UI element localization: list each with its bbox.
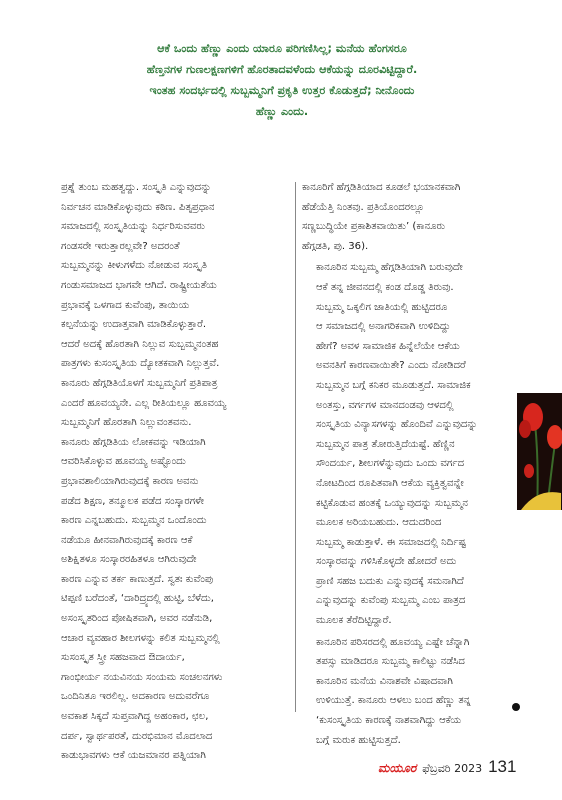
text-line: ಗಂಡುಸಮಾಜದ ಭಾಗವೇ ಆಗಿದೆ. ರಾಷ್ಟ್ರೀಯತೆಯ	[61, 279, 217, 291]
pull-quote	[62, 38, 502, 122]
text-line: ಒಂದಿನಿತೂ ಇರಲಿಲ್ಲ. ಅದಕಾರಣ ಅದುವರೆಗೂ	[61, 691, 210, 703]
text-line: ನೋಟದಿಂದ ರೂಪಿತವಾಗಿ ಆಕೆಯ ವ್ಯಕ್ತಿತ್ವವನ್ನೇ	[316, 477, 464, 489]
text-line: ದರ್ಪ, ಸ್ವಾರ್ಥಪರತೆ, ದುರಭಿಮಾನ ಮೊದಲಾದ	[61, 730, 213, 742]
page-number: 131	[488, 757, 517, 776]
text-line: ಸುಬ್ಬಮ್ಮನನ್ನು ಕೀಳುಗಳೆದು ನೋಡುವ ಸಂಸ್ಕೃತಿ	[61, 260, 208, 272]
text-line: ಸುಬ್ಬಮ್ಮನ ಪಾತ್ರ ತೋರುತ್ತಿದೆಯಷ್ಟೆ. ಹೆಣ್ಣಿನ	[316, 438, 455, 450]
text-line: ತಪಸ್ಸು ಮಾಡಿದರೂ ಸುಬ್ಬಮ್ಮ ಕಾಲಿಟ್ಟು ನಡೆಸಿದ	[316, 656, 465, 668]
text-line: ಕಾನೂರಿನ ಮನೆಯ ವಿನಾಶವೇ ವಿಷಾದವಾಗಿ	[316, 675, 453, 687]
paragraph	[302, 258, 530, 630]
text-line: ಅಶಿಕ್ಷಿತಳೂ ಸಂಸ್ಕಾರರಹಿತಳೂ ಆಗಿರುವುದೇ	[61, 554, 197, 566]
text-line: ಸುಸಂಸ್ಕೃತ ಸ್ತ್ರೀ ಸಹಜವಾದ ಔದಾರ್ಯ,	[61, 652, 185, 664]
magazine-name: ಮಯೂರ	[378, 761, 417, 775]
text-line: ಎನ್ನುವುದನ್ನು ಕುವೆಂಪು ಸುಬ್ಬಮ್ಮ ಎಂಬ ಪಾತ್ರದ	[316, 595, 466, 607]
article-column-right	[302, 178, 530, 750]
text-line: ಸುಬ್ಬಮ್ಮ ಕಾಡುತ್ತಾಳೆ. ಈ ಸಮಾಜದಲ್ಲಿ ನಿರ್ದಿಷ್ಟ	[316, 536, 467, 548]
text-line: ಗಾಂಭೀರ್ಯ ನಯವಿನಯ ಸಂಯಮ ಸಂಚಲನಗಳು	[61, 671, 223, 683]
text-line: ಕಾರಣ ಎನ್ನುವ ತರ್ಕ ಕಾಣುತ್ತದೆ. ಸ್ವತಃ ಕುವೆಂಪು	[61, 573, 214, 585]
text-line: ಉಳಿಯುತ್ತೆ. ಕಾನೂರು ಆಳಲು ಬಂದ ಹೆಣ್ಣು ತನ್ನ	[316, 695, 471, 707]
text-line: ಕಾನೂರಿನ ಪರಿಸರದಲ್ಲಿ ಹೂವಯ್ಯ ಎಷ್ಟೇ ಚೆನ್ನಾಗಿ	[316, 636, 470, 648]
text-line: ಸಮಾಜದಲ್ಲಿ ಸಂಸ್ಕೃತಿಯನ್ನು ನಿರ್ಧರಿಸುವವರು	[61, 221, 205, 233]
paragraph-continued	[302, 178, 530, 256]
pull-quote-line: ಹೆಣ್ಣು ಎಂದು.	[255, 105, 309, 118]
pull-quote-line: ಆಕೆ ಒಂದು ಹೆಣ್ಣು ಎಂದು ಯಾರೂ ಪರಿಗಣಿಸಿಲ್ಲ; ಮನೆಯ ಹೆಂಗಸರೂ	[157, 42, 407, 55]
text-line: ಮೂಲಕ ತೆರೆದಿಟ್ಟಿದ್ದಾರೆ.	[316, 615, 392, 627]
text-line: ಕಟ್ಟಿಕೊಡುವ ಹಂತಕ್ಕೆ ಒಯ್ಯುವುದನ್ನು ಸುಬ್ಬಮ್ಮನ	[316, 497, 468, 509]
text-line: ಸೌಂದರ್ಯ, ಶೀಲಗಳೆನ್ನುವುದು ಒಂದು ವರ್ಗದ	[316, 458, 465, 470]
end-mark	[512, 703, 520, 711]
text-line: ಸುಬ್ಬಮ್ಮ ಒಕ್ಕಲಿಗ ಜಾತಿಯಲ್ಲಿ ಹುಟ್ಟಿದರೂ	[316, 301, 448, 313]
text-line: ಸಂಸ್ಕೃತಿಯ ವಿನ್ಯಾಸಗಳನ್ನು ಹೊಂದಿವೆ ಎನ್ನುವುದನ್ನು	[316, 419, 478, 431]
text-line: ನಿರ್ವಚನ ಮಾಡಿಕೊಳ್ಳುವುದು ಕಠಿಣ. ಪಿತೃಪ್ರಧಾನ	[61, 201, 215, 213]
text-line: ಅವಕಾಶ ಸಿಕ್ಕದೆ ಸುಪ್ತವಾಗಿದ್ದ ಅಹಂಕಾರ, ಛಲ,	[61, 711, 209, 723]
text-line: ಕಲ್ಪನೆಯನ್ನು ಉದಾತ್ತವಾಗಿ ಮಾಡಿಕೊಳ್ಳುತ್ತಾರೆ.	[61, 319, 207, 331]
text-line: ಅವನತಿಗೆ ಕಾರಣವಾಯಿತೇ? ಎಂದು ನೋಡಿದರೆ	[316, 360, 466, 372]
article-column-left	[61, 178, 289, 766]
text-line: ಟಿಪ್ಪಣಿ ಬರೆದಂತೆ, ‘ದಾರಿದ್ರ್ಯದಲ್ಲಿ ಹುಟ್ಟಿ, ಬೆಳೆದು,	[61, 593, 214, 605]
text-line: ಗಂಡಸರೇ ಇರುತ್ತಾರಲ್ಲವೇ? ಅದರಂತೆ	[61, 240, 180, 252]
text-line: ಅಸಂಸ್ಕೃತರಿಂದ ಪೋಷಿತವಾಗಿ, ಅವರ ನಡೆನುಡಿ,	[61, 613, 213, 625]
text-line: ಕಾನೂರಿಗೆ ಹೆಗ್ಗಡಿತಿಯಾದ ಕೂಡಲೆ ಭಯಾನಕವಾಗಿ	[302, 182, 461, 193]
pull-quote-line: ಇಂತಹ ಸಂದರ್ಭದಲ್ಲಿ ಸುಬ್ಬಮ್ಮನಿಗೆ ಪ್ರಕೃತಿ ಉತ್ತರ ಕೊಡುತ್ತದೆ; ನೀನೊಂದು	[149, 84, 415, 97]
text-line: ಸುಬ್ಬಮ್ಮನಿಗೆ ಹೊರತಾಗಿ ನಿಲ್ಲುವಂತವನು.	[61, 417, 192, 429]
text-line: ಹೆಡೆಯೆತ್ತಿ ನಿಂತವು. ಪ್ರತಿಯೊಂದರಲ್ಲೂ	[302, 201, 425, 213]
text-line: ಆವರಿಸಿಕೊಳ್ಳುವ ಹೂವಯ್ಯ ಅಷ್ಟೊಂದು	[61, 456, 186, 468]
text-line: ಪ್ರಾಣಿ ಸಹಜ ಬದುಕು ಎನ್ನುವುದಕ್ಕೆ ಸಮನಾಗಿದೆ	[316, 575, 464, 587]
text-line: ಕಾನೂರು ಹೆಗ್ಗಡಿತಿಯ ಲೋಕವನ್ನು ಇಡಿಯಾಗಿ	[61, 436, 206, 448]
page-footer	[378, 757, 516, 781]
text-line: ಕಾನೂರಿನ ಸುಬ್ಬಮ್ಮ ಹೆಗ್ಗಡಿತಿಯಾಗಿ ಬರುವುದೇ	[316, 262, 463, 274]
text-line: ಆ ಸಮಾಜದಲ್ಲಿ ಅನಾಗರಿಕವಾಗಿ ಉಳಿದಿದ್ದು	[316, 321, 451, 333]
text-line: ಕಾನೂರು ಹೆಗ್ಗಡಿತಿಯೊಳಗೆ ಸುಬ್ಬಮ್ಮನಿಗೆ ಪ್ರತಿಪಾತ್ರ	[61, 377, 218, 389]
text-line: ಆಚಾರ ವ್ಯವಹಾರ ಶೀಲಗಳನ್ನು ಕಲಿತ ಸುಬ್ಬಮ್ಮನಲ್ಲಿ	[61, 632, 220, 644]
text-line: ಸುಬ್ಬಮ್ಮನ ಬಗ್ಗೆ ಕನಿಕರ ಮೂಡುತ್ತದೆ. ಸಾಮಾಜಿಕ	[316, 379, 471, 391]
text-line: ಆದರೆ ಅದಕ್ಕೆ ಹೊರತಾಗಿ ನಿಲ್ಲುವ ಸುಬ್ಬಮ್ಮನಂತಹ	[61, 338, 219, 350]
text-line: ಆಕೆ ತನ್ನ ಜೀವನದಲ್ಲಿ ಕಂಡ ದೊಡ್ಡ ತಿರುವು.	[316, 281, 454, 293]
text-line: ಕಾರಣ ಎನ್ನಬಹುದು. ಸುಬ್ಬಮ್ಮನ ಒಂದೊಂದು	[61, 515, 207, 527]
text-line: ‘ಕುಸಂಸ್ಕೃತಿಯ ಕಾರಣಕ್ಕೆ ನಾಶವಾಗಿದ್ದು ಆಕೆಯ	[316, 715, 462, 727]
text-line: ಪಡೆದ ಶಿಕ್ಷಣ, ತನ್ಮೂಲಕ ಪಡೆದ ಸಂಸ್ಕಾರಗಳೇ	[61, 495, 205, 507]
text-line: ಸಣ್ಣಬುದ್ಧಿಯೇ ಪ್ರಕಾಶಿತವಾಯಿತು’ (ಕಾನೂರು	[302, 221, 446, 233]
text-line: ಅಂತಸ್ತು, ವರ್ಗಗಳ ಮಾನದಂಡವು ಆಳದಲ್ಲಿ	[316, 399, 454, 411]
pull-quote-line: ಹೆಣ್ತನಗಳ ಗುಣಲಕ್ಷಣಗಳಿಗೆ ಹೊರತಾದವಳೆಂದು ಆಕೆಯನ್ನು ದೂರವಿಟ್ಟಿದ್ದಾರೆ.	[146, 63, 418, 76]
text-line: ಹೆಗ್ಗಡತಿ, ಪು. 36).	[302, 240, 369, 252]
flower-illustration	[517, 393, 562, 510]
text-line: ಎಂದರೆ ಹೂವಯ್ಯನೇ. ಎಲ್ಲ ರೀತಿಯಲ್ಲೂ ಹೂವಯ್ಯ	[61, 397, 227, 409]
text-line: ಹೇಗೆ? ಅವಳ ಸಾಮಾಜಿಕ ಹಿನ್ನೆಲೆಯೇ ಆಕೆಯ	[316, 340, 460, 352]
text-line: ಮೂಲಕ ಅರಿಯಬಹುದು. ಆದುದರಿಂದ	[316, 517, 442, 529]
column-divider	[295, 182, 296, 712]
text-line: ಪಾತ್ರಗಳು ಕುಸಂಸ್ಕೃತಿಯ ದ್ಯೋತಕವಾಗಿ ನಿಲ್ಲುತ್ತವೆ.	[61, 358, 220, 370]
text-line: ಪ್ರಭಾವಶಾಲಿಯಾಗಿರುವುದಕ್ಕೆ ಕಾರಣ ಅವನು	[61, 475, 199, 487]
text-line: ಪ್ರಶ್ನೆ ತುಂಬ ಮಹತ್ವದ್ದು. ಸಂಸ್ಕೃತಿ ಎನ್ನುವುದನ್ನು	[61, 182, 212, 193]
issue-date: ಫೆಬ್ರವರಿ 2023	[422, 762, 483, 775]
paragraph	[302, 633, 530, 751]
text-line: ನಡೆಯೂ ಹೀನವಾಗಿರುವುದಕ್ಕೆ ಕಾರಣ ಆಕೆ	[61, 534, 193, 546]
text-line: ಬಗ್ಗೆ ಮರುಕ ಹುಟ್ಟಿಸುತ್ತದೆ.	[316, 734, 401, 746]
text-line: ಪ್ರಭಾವಕ್ಕೆ ಒಳಗಾದ ಕುವೆಂಪು, ತಾಯಿಯ	[61, 299, 190, 311]
text-line: ಕಾಡುಭಾವಗಳು ಆಕೆ ಯಜಮಾನರ ಪತ್ನಿಯಾಗಿ	[61, 750, 206, 762]
text-line: ಸಂಸ್ಕಾರವನ್ನು ಗಳಿಸಿಕೊಳ್ಳದೇ ಹೋದರೆ ಅದು	[316, 556, 457, 568]
